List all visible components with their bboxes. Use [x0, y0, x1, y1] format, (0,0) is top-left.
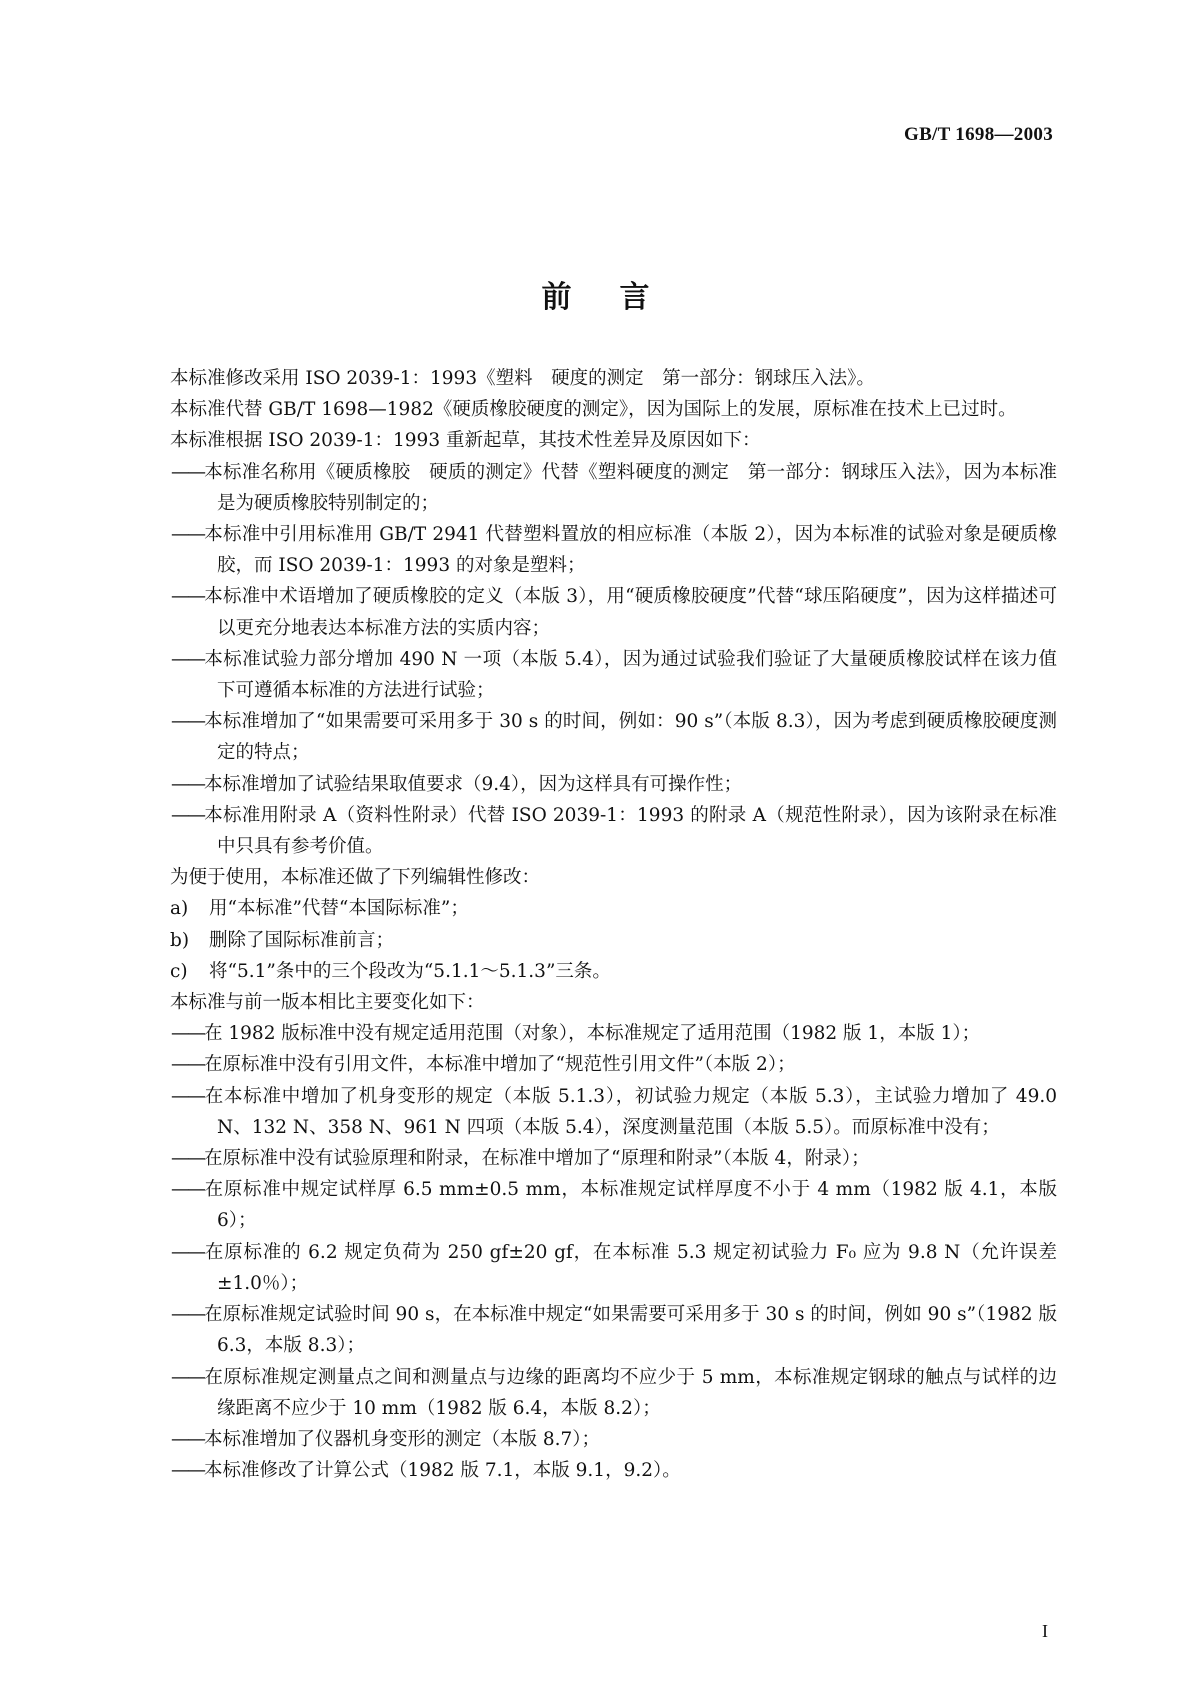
list-item: [133, 1424, 1057, 1455]
foreword-body: [133, 363, 1057, 1486]
list-item-text: 在 1982 版标准中没有规定适用范围（对象），本标准规定了适用范围（1982 版 1，本版 1）；: [204, 1023, 981, 1045]
list-item: [133, 1299, 1057, 1361]
list-item: [133, 800, 1057, 862]
list-item-text: 本标准增加了试验结果取值要求（9.4），因为这样具有可操作性；: [204, 773, 743, 795]
dash-marker: ——: [171, 1179, 204, 1201]
dash-marker: ——: [171, 1304, 204, 1326]
list-item-text: 在原标准中没有试验原理和附录，在标准中增加了“原理和附录”（本版 4，附录）；: [204, 1148, 870, 1170]
list-item-text: 在原标准的 6.2 规定负荷为 250 gf±20 gf，在本标准 5.3 规定初试验力 F₀ 应为 9.8 N（允许误差±1.0％）；: [204, 1241, 1057, 1294]
dash-marker: ——: [171, 648, 204, 670]
list-item-text: 本标准名称用《硬质橡胶 硬质的测定》代替《塑料硬度的测定 第一部分：钢球压入法》，因为本标准是为硬质橡胶特别制定的；: [204, 461, 1057, 514]
enumerated-item: [133, 925, 1057, 956]
page-title: 前言: [541, 280, 698, 315]
list-item: [133, 1362, 1057, 1424]
paragraph: 为便于使用，本标准还做了下列编辑性修改：: [170, 867, 541, 889]
dash-marker: ——: [171, 1148, 204, 1170]
list-item-text: 本标准中术语增加了硬质橡胶的定义（本版 3），用“硬质橡胶硬度”代替“球压陷硬度”，因为这样描述可以更充分地表达本标准方法的实质内容；: [204, 586, 1057, 639]
list-item: [133, 1049, 1057, 1080]
dash-marker: ——: [171, 1460, 204, 1482]
list-item-text: 本标准修改了计算公式（1982 版 7.1，本版 9.1，9.2）。: [204, 1460, 681, 1482]
list-item: [133, 644, 1057, 706]
list-item-text: 在原标准规定试验时间 90 s，在本标准中规定“如果需要可采用多于 30 s 的时间，例如 90 s”（1982 版 6.3，本版 8.3）；: [204, 1304, 1057, 1357]
list-item: [133, 1081, 1057, 1143]
list-item-text: 在原标准规定测量点之间和测量点与边缘的距离均不应少于 5 mm，本标准规定钢球的触点与试样的边缘距离不应少于 10 mm（1982 版 6.4，本版 8.2）；: [204, 1366, 1057, 1419]
paragraph: 本标准修改采用 ISO 2039-1：1993《塑料 硬度的测定 第一部分：钢球压入法》。: [170, 368, 875, 389]
list-item: [133, 1455, 1057, 1486]
item-text: 删除了国际标准前言；: [209, 929, 395, 951]
list-item: [133, 457, 1057, 519]
dash-marker: ——: [171, 1241, 204, 1263]
dash-marker: ——: [171, 1023, 204, 1045]
dash-marker: ——: [171, 586, 204, 608]
list-item-text: 本标准中引用标准用 GB/T 2941 代替塑料置放的相应标准（本版 2），因为本标准的试验对象是硬质橡胶，而 ISO 2039-1：1993 的对象是塑料；: [204, 524, 1057, 577]
list-item-text: 在原标准中没有引用文件，本标准中增加了“规范性引用文件”（本版 2）；: [204, 1054, 796, 1076]
item-text: 将“5.1”条中的三个段改为“5.1.1～5.1.3”三条。: [209, 960, 611, 982]
list-item-text: 在本标准中增加了机身变形的规定（本版 5.1.3），初试验力规定（本版 5.3），主试验力增加了 49.0 N、132 N、358 N、961 N 四项（本版 5.4），深度测量范围（本版 5.5）。而原标准中没有；: [204, 1085, 1057, 1138]
item-label: c): [170, 960, 188, 982]
dash-marker: ——: [171, 1054, 204, 1076]
item-label: b): [170, 929, 190, 951]
dash-marker: ——: [171, 711, 204, 733]
dash-marker: ——: [171, 1366, 204, 1388]
list-item: [133, 519, 1057, 581]
enumerated-item: [133, 956, 1057, 987]
standard-number: GB/T 1698—2003: [903, 124, 1053, 145]
list-item: [133, 1174, 1057, 1236]
dash-marker: ——: [171, 1428, 204, 1450]
list-item: [133, 581, 1057, 643]
list-item-text: 本标准增加了仪器机身变形的测定（本版 8.7）；: [204, 1428, 601, 1450]
item-label: a): [170, 898, 189, 920]
list-item-text: 本标准增加了“如果需要可采用多于 30 s 的时间，例如：90 s”（本版 8.3），因为考虑到硬质橡胶硬度测定的特点；: [204, 711, 1057, 764]
paragraph: 本标准与前一版本相比主要变化如下：: [170, 992, 485, 1014]
list-item-text: 本标准用附录 A（资料性附录）代替 ISO 2039-1：1993 的附录 A（规范性附录），因为该附录在标准中只具有参考价值。: [204, 804, 1057, 858]
page-number: I: [1042, 1621, 1048, 1641]
list-item: [133, 706, 1057, 768]
dash-marker: ——: [171, 804, 204, 826]
dash-marker: ——: [171, 773, 204, 795]
enumerated-item: [133, 893, 1057, 924]
item-text: 用“本标准”代替“本国际标准”；: [209, 898, 469, 920]
dash-marker: ——: [171, 461, 204, 483]
list-item: [133, 1237, 1057, 1299]
paragraph: 本标准根据 ISO 2039-1：1993 重新起草，其技术性差异及原因如下：: [170, 430, 761, 452]
paragraph: 本标准代替 GB/T 1698—1982《硬质橡胶硬度的测定》，因为国际上的发展，原标准在技术上已过时。: [170, 399, 1017, 421]
list-item-text: 本标准试验力部分增加 490 N 一项（本版 5.4），因为通过试验我们验证了大量硬质橡胶试样在该力值下可遵循本标准的方法进行试验；: [204, 648, 1057, 702]
dash-marker: ——: [171, 1085, 204, 1107]
list-item-text: 在原标准中规定试样厚 6.5 mm±0.5 mm，本标准规定试样厚度不小于 4 mm（1982 版 4.1，本版 6）；: [204, 1179, 1057, 1232]
list-item: [133, 1143, 1057, 1174]
list-item: [133, 1018, 1057, 1049]
list-item: [133, 769, 1057, 800]
dash-marker: ——: [171, 524, 204, 546]
